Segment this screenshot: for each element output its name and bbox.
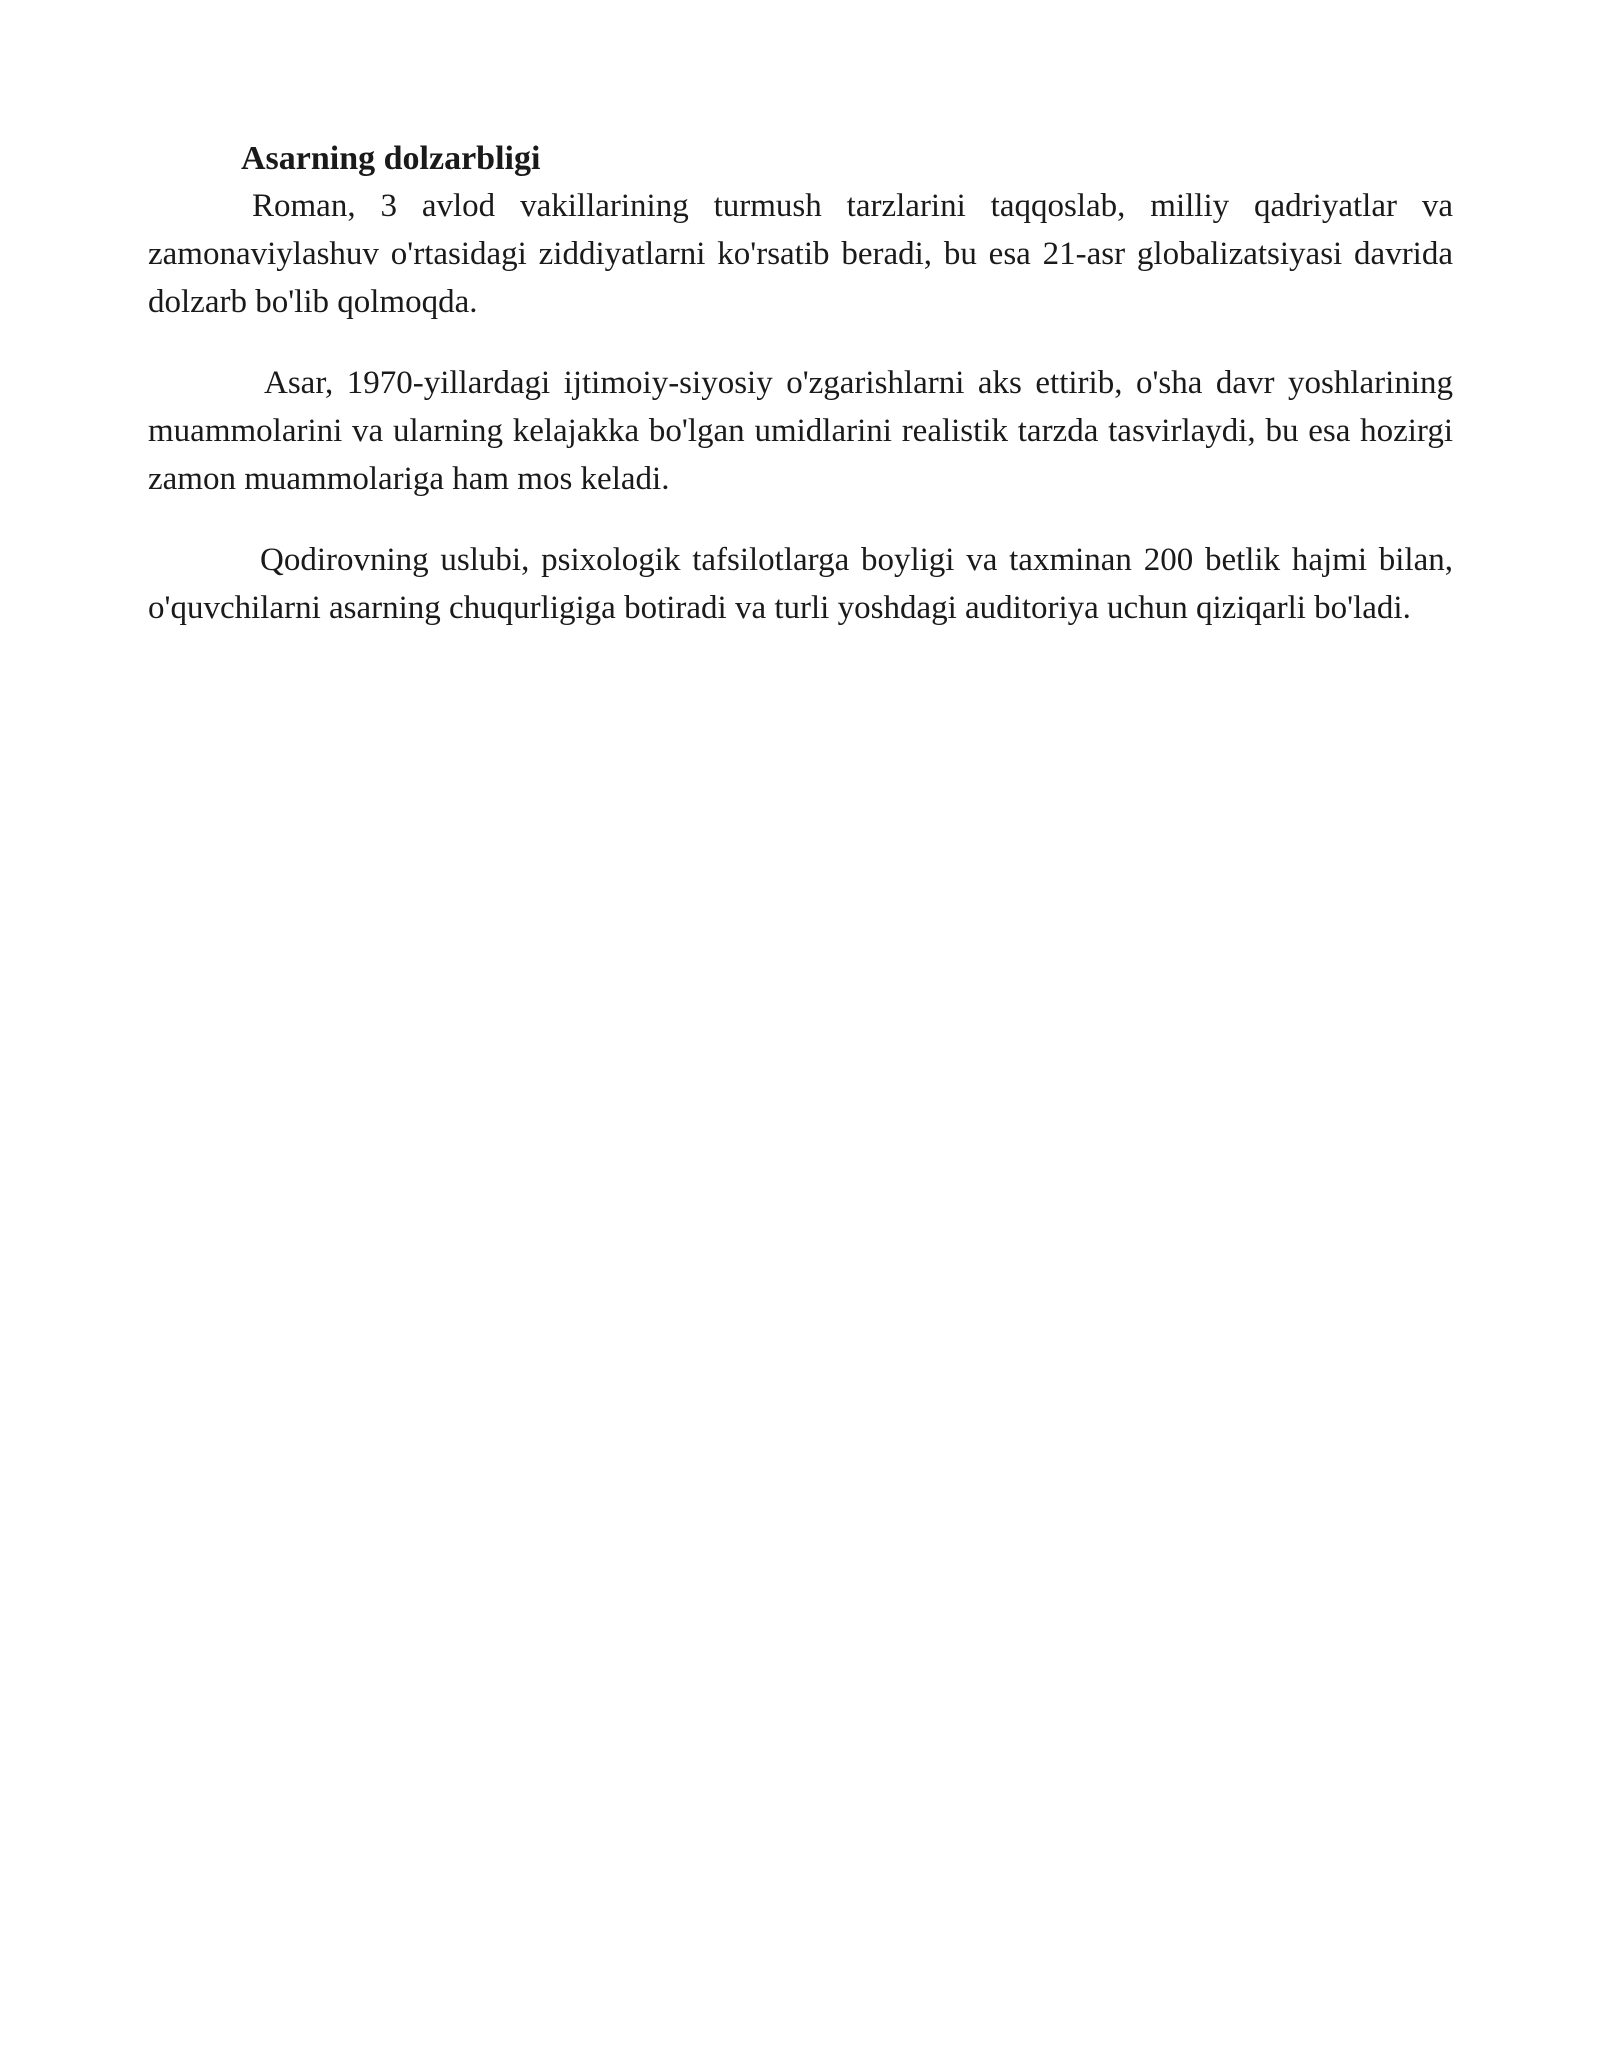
paragraph-2: Asar, 1970-yillardagi ijtimoiy-siyosiy o'zgarishlarni aks ettirib, o'sha davr yoshlarining muammolarini va ularning kelajakka bo'lgan umidlarini realistik tarzda tasvirlaydi, bu esa hozirgi zamon muammolariga ham mos keladi.: [148, 365, 1453, 497]
paragraph-1: Roman, 3 avlod vakillarining turmush tarzlarini taqqoslab, milliy qadriyatlar va zamonaviylashuv o'rtasidagi ziddiyatlarni ko'rsatib beradi, bu esa 21-asr globalizatsiyasi davrida dolzarb bo'lib qolmoqda.: [148, 188, 1453, 320]
paragraph-3: Qodirovning uslubi, psixologik tafsilotlarga boyligi va taxminan 200 betlik hajmi bilan, o'quvchilarni asarning chuqurligiga botiradi va turli yoshdagi auditoriya uchun qiziqarli bo'ladi.: [148, 542, 1453, 626]
document-body: [148, 136, 1453, 665]
section-heading: Asarning dolzarbligi: [241, 140, 541, 177]
